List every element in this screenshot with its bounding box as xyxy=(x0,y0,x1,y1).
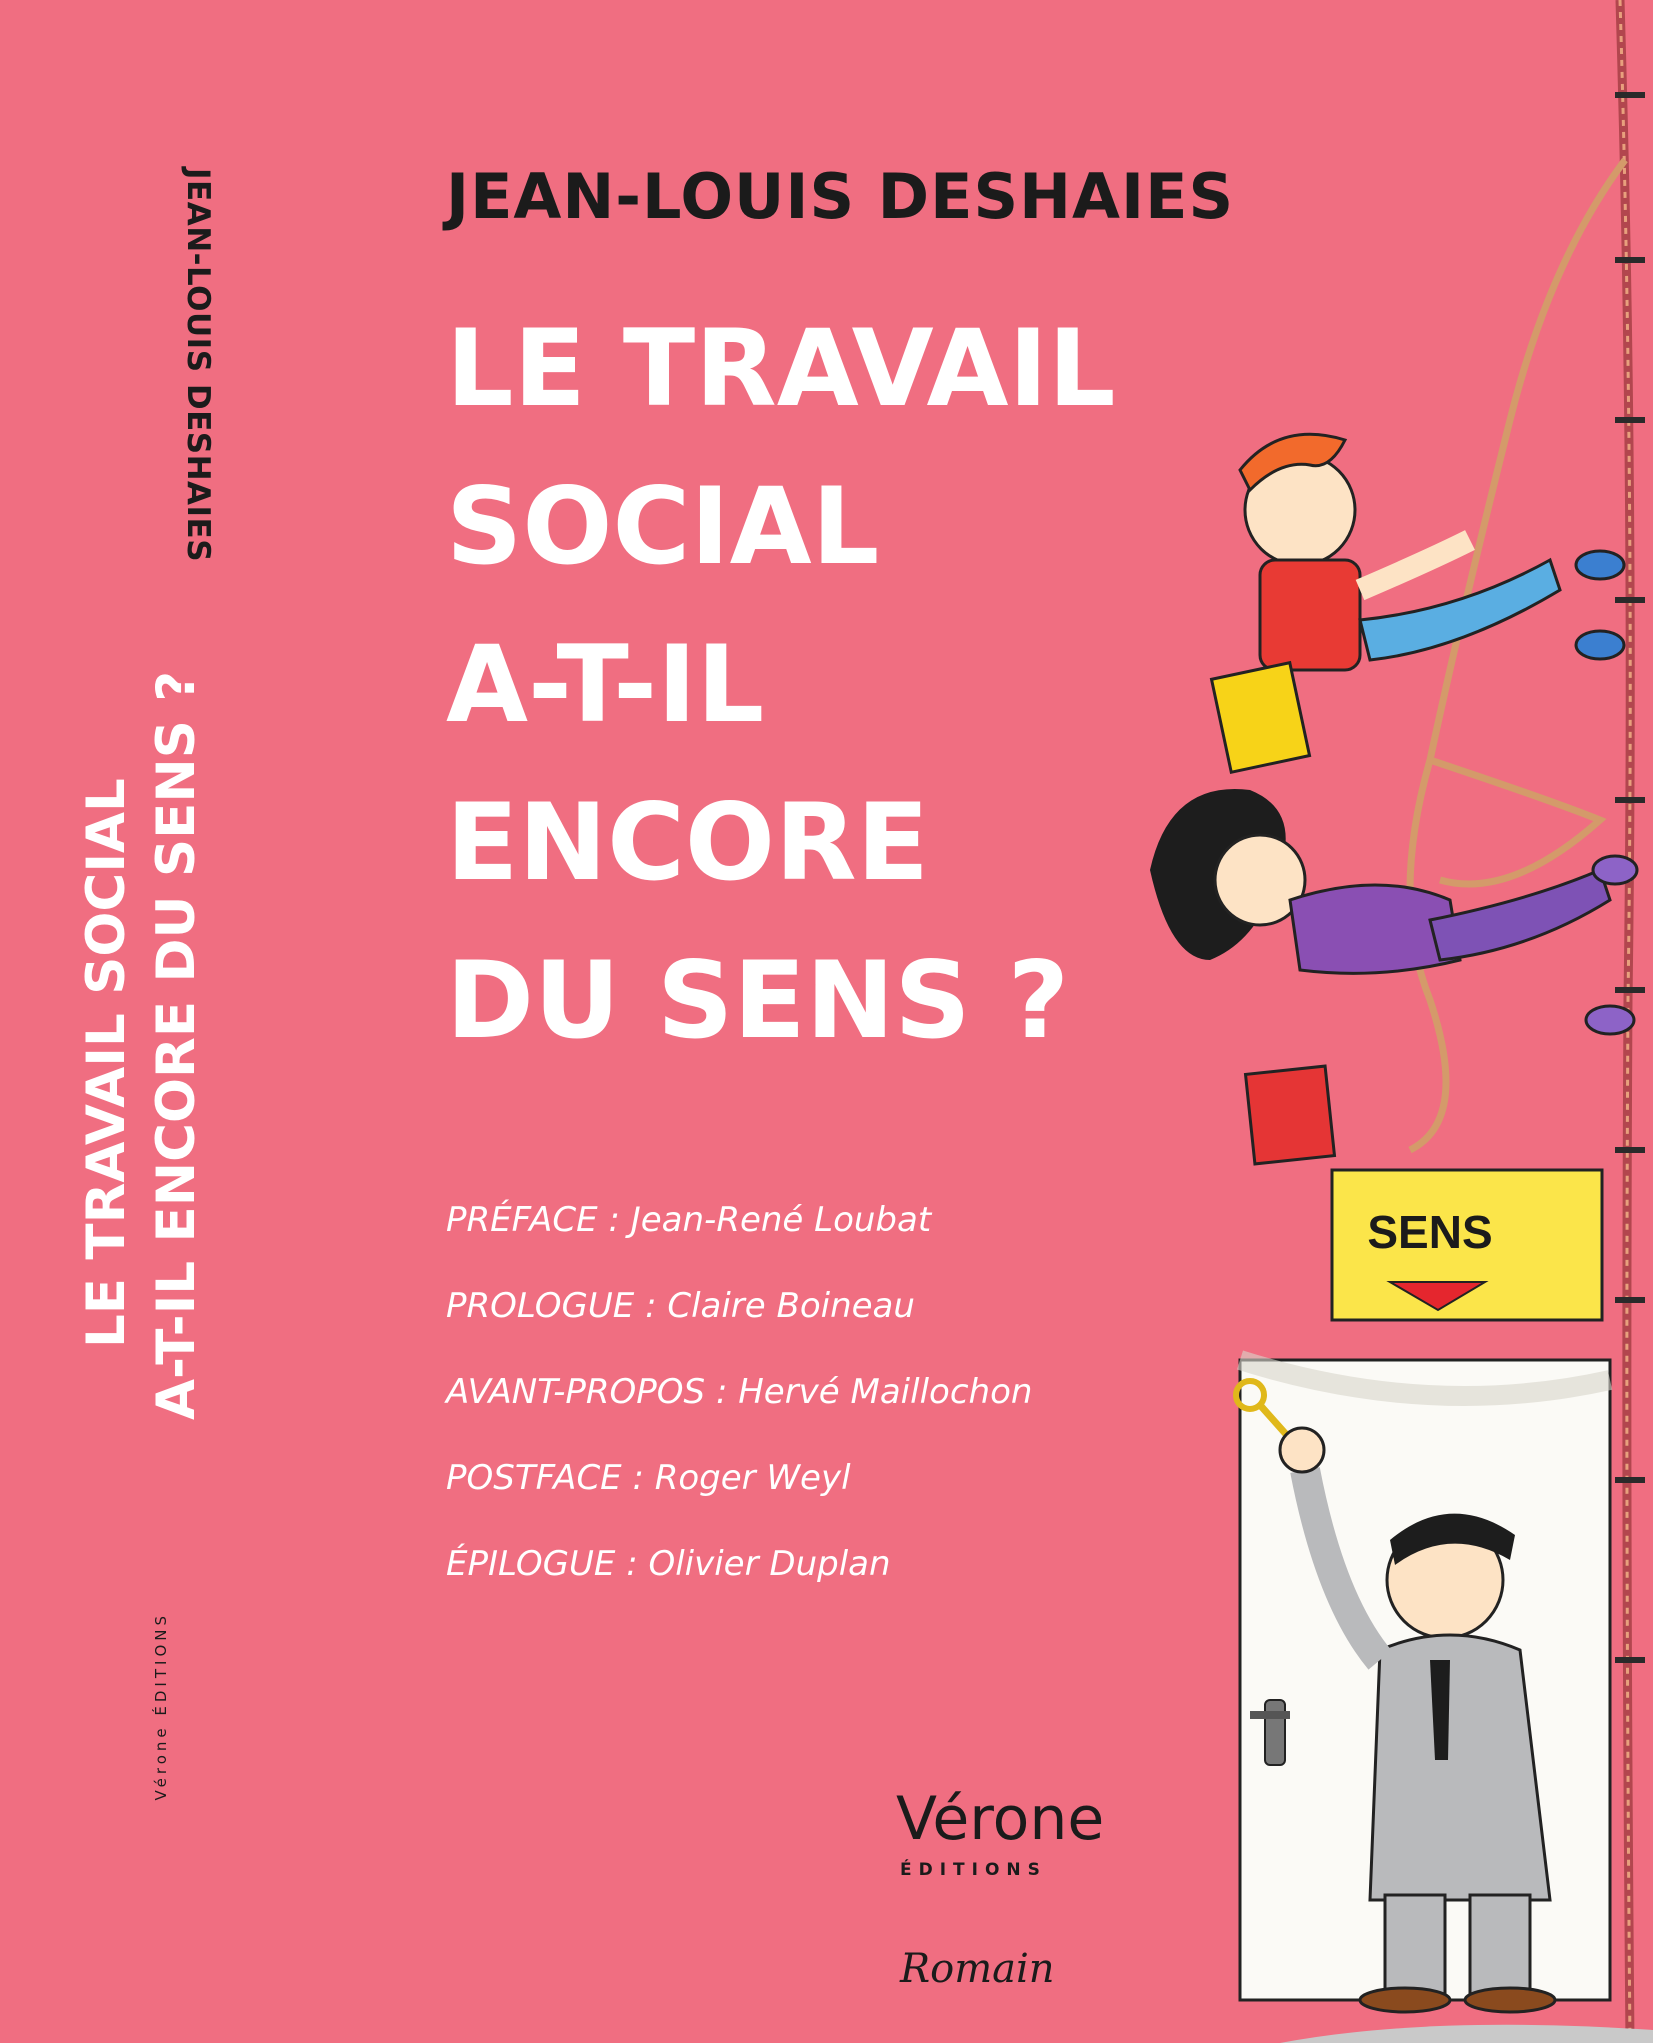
door-handle xyxy=(1265,1700,1285,1765)
contributors-list xyxy=(446,1200,1032,1630)
title-line: LE TRAVAIL xyxy=(446,307,1116,430)
sens-sign-label: SENS xyxy=(1367,1206,1493,1258)
publisher-logo-name: Vérone xyxy=(896,1784,1105,1854)
credit-prologue: PROLOGUE : Claire Boineau xyxy=(446,1286,915,1326)
credit-epilogue: ÉPILOGUE : Olivier Duplan xyxy=(446,1544,891,1584)
spine-author: JEAN-LOUIS DESHAIES xyxy=(180,168,216,563)
publisher-logo-sub: ÉDITIONS xyxy=(900,1860,1047,1880)
title-line: DU SENS ? xyxy=(446,939,1070,1062)
title-line: ENCORE xyxy=(446,781,930,904)
boy-climber xyxy=(1212,434,1624,772)
spine-title-line-2: A-T-IL ENCORE DU SENS ? xyxy=(146,670,207,1420)
illustrator-signature: Romain xyxy=(900,1946,1055,1992)
cover-author: JEAN-LOUIS DESHAIES xyxy=(446,160,1235,233)
credit-postface: POSTFACE : Roger Weyl xyxy=(446,1458,851,1498)
title-line: SOCIAL xyxy=(446,465,880,588)
credit-avant-propos: AVANT-PROPOS : Hervé Maillochon xyxy=(446,1372,1033,1412)
cover-title xyxy=(446,290,1116,1080)
spine-publisher: Vérone ÉDITIONS xyxy=(152,1612,170,1801)
title-line: A-T-IL xyxy=(446,623,765,746)
climbing-illustration xyxy=(1130,0,1653,2043)
credit-preface: PRÉFACE : Jean-René Loubat xyxy=(446,1200,932,1240)
spine-title-line-1: LE TRAVAIL SOCIAL xyxy=(76,778,137,1348)
